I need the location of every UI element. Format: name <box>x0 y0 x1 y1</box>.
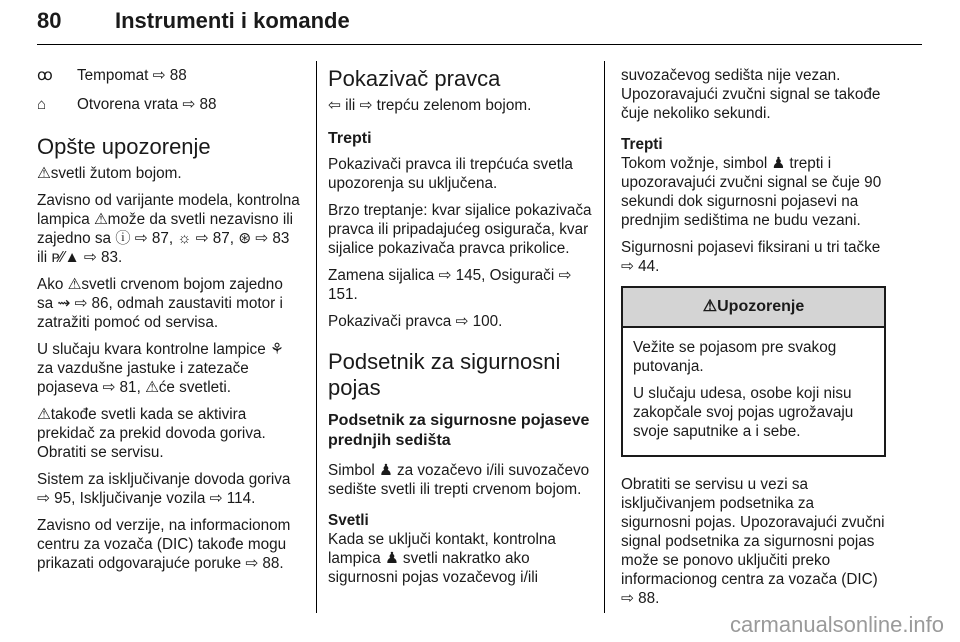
paragraph: Obratiti se servisu u vezi sa isključivanjem podsetnika za sigurnosni pojas. Upozoravajući zvučni signal podsetnika za sigurnosni pojas može se ponovo uključiti preko informacionog centra za vozača (DIC) ⇨ 88. <box>621 476 885 607</box>
paragraph: U slučaju udesa, osobe koji nisu zakopčale svoj pojas ugrožavaju svoje saputnike a i sebe. <box>633 385 854 440</box>
subheading: Trepti <box>328 130 372 147</box>
cruise-control-icon: ꝏ <box>37 67 53 84</box>
subheading: Podsetnik za sigurnosne pojaseve prednjih sedišta <box>328 412 590 449</box>
paragraph: Ako ⚠svetli crvenom bojom zajedno sa ⇝ ⇨ 86, odmah zaustaviti motor i zatražiti pomoć od servisa. <box>37 276 283 331</box>
paragraph: Pokazivači pravca ili trepćuća svetla upozorenja su uključena. <box>328 156 573 192</box>
page-title: Instrumenti i komande <box>115 8 350 33</box>
paragraph: Kada se uključi kontakt, kontrolna lampica ♟ svetli nakratko ako sigurnosni pojas vozačevog i/ili <box>328 531 556 586</box>
paragraph: Tokom vožnje, simbol ♟ trepti i upozoravajući zvučni signal se čuje 90 sekundi dok sigurnosni pojasevi na prednjim sedištima ne budu vezani. <box>621 155 882 229</box>
paragraph: Brzo treptanje: kvar sijalice pokazivača pravca ili pripadajućeg osigurača, kvar sijalice pokazivača pravca prikolice. <box>328 202 592 257</box>
column-middle <box>328 66 593 595</box>
paragraph: ⚠takođe svetli kada se aktivira prekidač za prekid dovoda goriva. Obratiti se servisu. <box>37 406 266 461</box>
paragraph: suvozačevog sedišta nije vezan. Upozoravajući zvučni signal se takođe čuje nekoliko sekundi. <box>621 67 881 122</box>
section-heading: Pokazivač pravca <box>328 66 501 91</box>
door-open-icon: ⌂ <box>37 96 47 113</box>
paragraph: ⇦ ili ⇨ trepću zelenom bojom. <box>328 97 532 114</box>
list-item-text: Otvorena vrata ⇨ 88 <box>77 96 217 113</box>
paragraph: Zavisno od varijante modela, kontrolna lampica ⚠može da svetli nezavisno ili zajedno sa ⓘ ⇨ 87, ☼ ⇨ 87, ⊛ ⇨ 83 ili ᴘ⁄⁄▲ ⇨ 83. <box>37 192 300 266</box>
warning-title: ⚠Upozorenje <box>623 288 884 328</box>
section-heading: Opšte upozorenje <box>37 134 211 159</box>
column-divider <box>604 61 605 613</box>
paragraph: Pokazivači pravca ⇨ 100. <box>328 313 503 330</box>
paragraph: U slučaju kvara kontrolne lampice ⚘ za vazdušne jastuke i zatezače pojaseva ⇨ 81, ⚠će svetleti. <box>37 341 284 396</box>
column-right <box>621 66 886 616</box>
paragraph: Zavisno od verzije, na informacionom centru za vozača (DIC) takođe mogu prikazati odgovarajuće poruke ⇨ 88. <box>37 517 291 572</box>
page-number: 80 <box>37 8 62 33</box>
paragraph: Sistem za isključivanje dovoda goriva ⇨ 95, Isključivanje vozila ⇨ 114. <box>37 471 291 507</box>
warning-body <box>623 328 884 455</box>
section-heading: Podsetnik za sigurnosni pojas <box>328 349 561 400</box>
subheading: Trepti <box>621 136 663 153</box>
warning-box <box>621 286 886 457</box>
paragraph: Vežite se pojasom pre svakog putovanja. <box>633 339 837 375</box>
paragraph: Simbol ♟ za vozačevo i/ili suvozačevo sedište svetli ili trepti crvenom bojom. <box>328 462 590 498</box>
paragraph: ⚠svetli žutom bojom. <box>37 165 182 182</box>
paragraph: Zamena sijalica ⇨ 145, Osigurači ⇨ 151. <box>328 267 572 303</box>
header-divider <box>37 44 922 45</box>
list-item <box>37 95 302 114</box>
list-item-text: Tempomat ⇨ 88 <box>77 67 187 84</box>
paragraph: Sigurnosni pojasevi fiksirani u tri tačke ⇨ 44. <box>621 239 881 275</box>
column-left <box>37 66 302 581</box>
column-divider <box>316 61 317 613</box>
subheading: Svetli <box>328 512 369 529</box>
list-item <box>37 66 302 85</box>
page-header <box>37 4 922 44</box>
watermark: carmanualsonline.info <box>729 612 944 637</box>
